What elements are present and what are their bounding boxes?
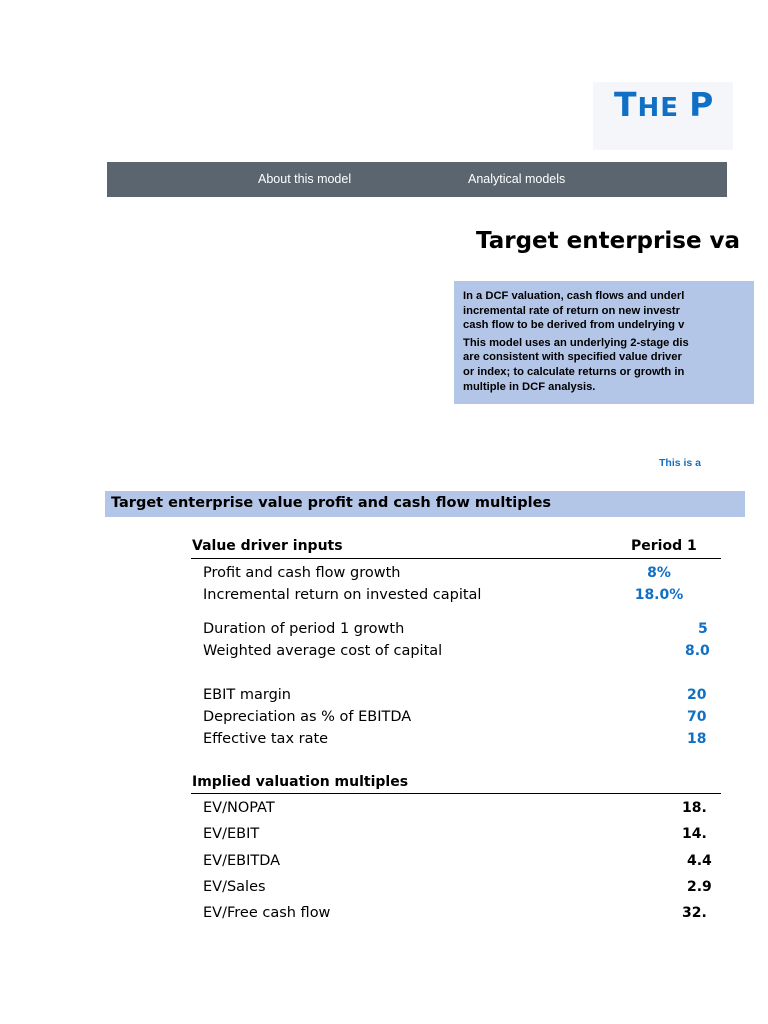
multiple-label-ev-ebit: EV/EBIT [203, 826, 260, 842]
multiple-value-ev-sales: 2.9 [687, 879, 712, 895]
section-header [105, 491, 745, 517]
multiple-label-ev-sales: EV/Sales [203, 879, 266, 895]
input-label-growth: Profit and cash flow growth [203, 565, 401, 581]
input-value-growth[interactable]: 8% [647, 565, 671, 581]
description-line: or index; to calculate returns or growth in [463, 365, 685, 378]
input-label-depreciation: Depreciation as % of EBITDA [203, 709, 412, 725]
section-title: Target enterprise value profit and cash flow multiples [111, 495, 552, 511]
nav-bar [107, 162, 727, 197]
input-value-tax-rate[interactable]: 18 [687, 731, 707, 747]
input-label-duration: Duration of period 1 growth [203, 621, 405, 637]
input-label-roic: Incremental return on invested capital [203, 587, 482, 603]
description-line: are consistent with specified value driver [463, 351, 682, 364]
site-logo[interactable]: THE P [614, 85, 715, 124]
inputs-header-rule [191, 558, 721, 559]
input-label-tax-rate: Effective tax rate [203, 731, 329, 747]
info-note: This is a [659, 457, 702, 469]
input-label-wacc: Weighted average cost of capital [203, 643, 443, 659]
input-label-ebit-margin: EBIT margin [203, 687, 291, 703]
inputs-header: Value driver inputs [192, 538, 343, 554]
input-value-wacc[interactable]: 8.0 [685, 643, 710, 659]
input-value-duration[interactable]: 5 [698, 621, 708, 637]
input-value-roic[interactable]: 18.0% [634, 587, 684, 603]
input-value-ebit-margin[interactable]: 20 [687, 687, 707, 703]
multiple-label-ev-nopat: EV/NOPAT [203, 800, 275, 816]
multiple-label-ev-ebitda: EV/EBITDA [203, 853, 281, 869]
nav-about-model[interactable]: About this model [258, 172, 352, 186]
input-value-depreciation[interactable]: 70 [687, 709, 707, 725]
page-title: Target enterprise va [476, 228, 741, 254]
multiples-header: Implied valuation multiples [192, 774, 409, 790]
description-line: cash flow to be derived from undelrying v [463, 319, 685, 332]
description-line: In a DCF valuation, cash flows and underl [463, 290, 685, 302]
nav-analytical-models[interactable]: Analytical models [468, 172, 566, 186]
description-line: incremental rate of return on new investr [463, 304, 680, 317]
multiples-header-rule [191, 793, 721, 794]
multiple-label-ev-fcf: EV/Free cash flow [203, 905, 331, 921]
multiple-value-ev-fcf: 32. [682, 905, 707, 921]
multiple-value-ev-ebitda: 4.4 [687, 853, 712, 869]
description-box [454, 281, 754, 404]
description-line: This model uses an underlying 2-stage dis [463, 336, 689, 349]
multiple-value-ev-nopat: 18. [682, 800, 707, 816]
multiple-value-ev-ebit: 14. [682, 826, 707, 842]
period-1-header: Period 1 [631, 538, 697, 554]
description-line: multiple in DCF analysis. [463, 380, 596, 393]
